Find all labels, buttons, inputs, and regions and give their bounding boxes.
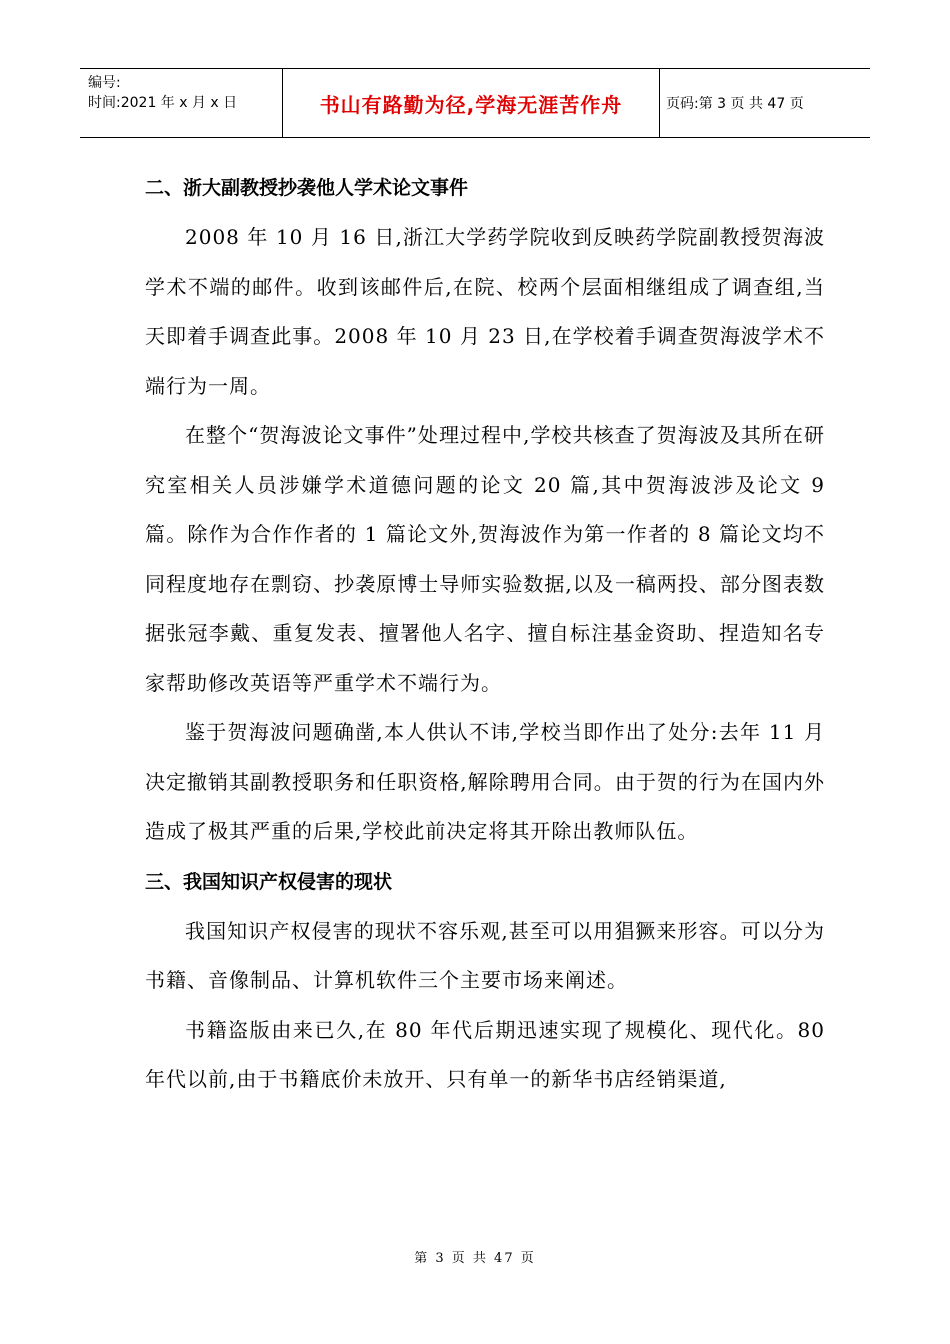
- section: [145, 163, 825, 857]
- section-heading: 三、我国知识产权侵害的现状: [145, 870, 393, 893]
- document-body: [145, 163, 825, 1105]
- header-motto: 书山有路勤为径,学海无涯苦作舟: [283, 69, 660, 137]
- paragraph: 书籍盗版由来已久,在 80 年代后期迅速实现了规模化、现代化。80 年代以前,由于书籍底价未放开、只有单一的新华书店经销渠道,: [145, 1017, 825, 1091]
- document-date: 时间:2021 年 x 月 x 日: [88, 95, 238, 111]
- paragraph: 我国知识产权侵害的现状不容乐观,甚至可以用猖獗来形容。可以分为书籍、音像制品、计算机软件三个主要市场来阐述。: [145, 918, 825, 992]
- page-header: [80, 68, 870, 138]
- paragraph: 在整个“贺海波论文事件”处理过程中,学校共核查了贺海波及其所在研究室相关人员涉嫌学术道德问题的论文 20 篇,其中贺海波涉及论文 9 篇。除作为合作作者的 1 篇论文外,贺海波作为第一作者的 8 篇论文均不同程度地存在剽窃、抄袭原博士导师实验数据,以及一稿两投、部分图表数据张冠李戴、重复发表、擅署他人名字、擅自标注基金资助、捏造知名专家帮助修改英语等严重学术不端行为。: [145, 423, 825, 695]
- paragraph: 鉴于贺海波问题确凿,本人供认不讳,学校当即作出了处分:去年 11 月决定撤销其副教授职务和任职资格,解除聘用合同。由于贺的行为在国内外造成了极其严重的后果,学校此前决定将其开除出教师队伍。: [145, 720, 825, 843]
- header-page-info: 页码:第 3 页 共 47 页: [666, 96, 804, 112]
- document-code: 编号:: [88, 75, 121, 91]
- section: [145, 857, 825, 1105]
- section-heading: 二、浙大副教授抄袭他人学术论文事件: [145, 177, 469, 199]
- header-meta: [80, 69, 283, 137]
- paragraph: 2008 年 10 月 16 日,浙江大学药学院收到反映药学院副教授贺海波学术不端的邮件。收到该邮件后,在院、校两个层面相继组成了调查组,当天即着手调查此事。2008 年 10 月 23 日,在学校着手调查贺海波学术不端行为一周。: [145, 225, 825, 398]
- page-footer: 第 3 页 共 47 页: [414, 1251, 536, 1266]
